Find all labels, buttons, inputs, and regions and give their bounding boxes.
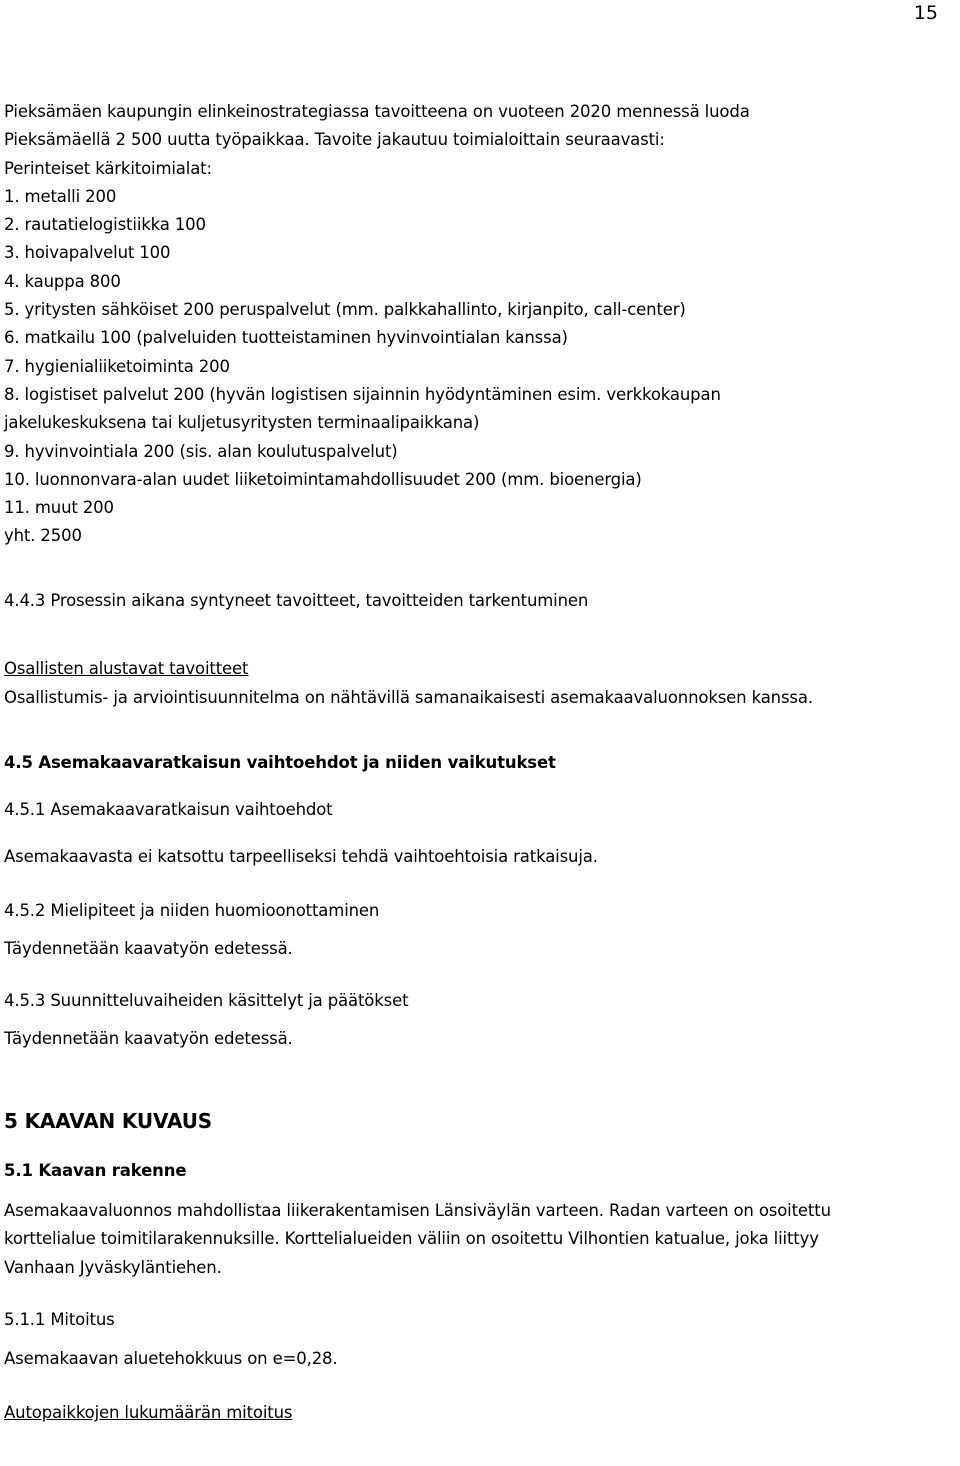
page-number: 15 bbox=[913, 2, 938, 24]
paragraph-mielipiteet: Täydennetään kaavatyön edetessä. bbox=[4, 939, 293, 959]
section-heading-4-5-1: 4.5.1 Asemakaavaratkaisun vaihtoehdot bbox=[4, 799, 333, 819]
paragraph-osallistumis: Osallistumis- ja arviointisuunnitelma on nähtävillä samanaikaisesti asemakaavaluonnoksen kanssa. bbox=[4, 687, 813, 707]
list-item: 2. rautatielogistiikka 100 bbox=[4, 215, 206, 235]
intro-line: Pieksämäellä 2 500 uutta työpaikkaa. Tavoite jakautuu toimialoittain seuraavasti: bbox=[4, 130, 665, 150]
paragraph-kasittelyt: Täydennetään kaavatyön edetessä. bbox=[4, 1029, 293, 1049]
list-item: jakelukeskuksena tai kuljetusyritysten terminaalipaikkana) bbox=[4, 413, 480, 433]
section-heading-5-1: 5.1 Kaavan rakenne bbox=[4, 1161, 187, 1181]
list-item: 3. hoivapalvelut 100 bbox=[4, 243, 171, 263]
paragraph-vaihtoehdot: Asemakaavasta ei katsottu tarpeelliseksi tehdä vaihtoehtoisia ratkaisuja. bbox=[4, 847, 598, 867]
chapter-heading-5: 5 KAAVAN KUVAUS bbox=[4, 1108, 213, 1133]
subheading-autopaikat: Autopaikkojen lukumäärän mitoitus bbox=[4, 1403, 293, 1423]
intro-section bbox=[4, 98, 956, 551]
paragraph-line: korttelialue toimitilarakennuksille. Korttelialueiden väliin on osoitettu Vilhontien katualue, joka liittyy bbox=[4, 1229, 819, 1249]
section-heading-4-5-3: 4.5.3 Suunnitteluvaiheiden käsittelyt ja päätökset bbox=[4, 990, 409, 1010]
list-item: 1. metalli 200 bbox=[4, 186, 117, 206]
paragraph-line: Asemakaavaluonnos mahdollistaa liikerakentamisen Länsiväylän varteen. Radan varteen on osoitettu bbox=[4, 1200, 831, 1220]
list-item: 5. yritysten sähköiset 200 peruspalvelut (mm. palkkahallinto, kirjanpito, call-center) bbox=[4, 300, 686, 320]
subheading-osallisten-tavoitteet: Osallisten alustavat tavoitteet bbox=[4, 659, 249, 679]
list-item: 4. kauppa 800 bbox=[4, 271, 121, 291]
paragraph-line: Vanhaan Jyväskyläntiehen. bbox=[4, 1257, 222, 1277]
intro-line: Perinteiset kärkitoimialat: bbox=[4, 158, 212, 178]
list-item: 10. luonnonvara-alan uudet liiketoimintamahdollisuudet 200 (mm. bioenergia) bbox=[4, 469, 642, 489]
list-item: 11. muut 200 bbox=[4, 498, 114, 518]
paragraph-mitoitus: Asemakaavan aluetehokkuus on e=0,28. bbox=[4, 1348, 338, 1368]
list-item: 9. hyvinvointiala 200 (sis. alan koulutuspalvelut) bbox=[4, 441, 398, 461]
section-heading-4-4-3: 4.4.3 Prosessin aikana syntyneet tavoitteet, tavoitteiden tarkentuminen bbox=[4, 590, 589, 610]
document-body bbox=[4, 98, 956, 1428]
intro-line: Pieksämäen kaupungin elinkeinostrategiassa tavoitteena on vuoteen 2020 mennessä luoda bbox=[4, 102, 750, 121]
list-item: 6. matkailu 100 (palveluiden tuotteistaminen hyvinvointialan kanssa) bbox=[4, 328, 568, 348]
list-item: 8. logistiset palvelut 200 (hyvän logistisen sijainnin hyödyntäminen esim. verkkokaupan bbox=[4, 384, 721, 404]
list-item: 7. hygienialiiketoiminta 200 bbox=[4, 356, 230, 376]
section-heading-5-1-1: 5.1.1 Mitoitus bbox=[4, 1310, 115, 1330]
section-heading-4-5-2: 4.5.2 Mielipiteet ja niiden huomioonottaminen bbox=[4, 900, 380, 920]
section-heading-4-5: 4.5 Asemakaavaratkaisun vaihtoehdot ja niiden vaikutukset bbox=[4, 753, 556, 773]
total-line: yht. 2500 bbox=[4, 526, 82, 546]
